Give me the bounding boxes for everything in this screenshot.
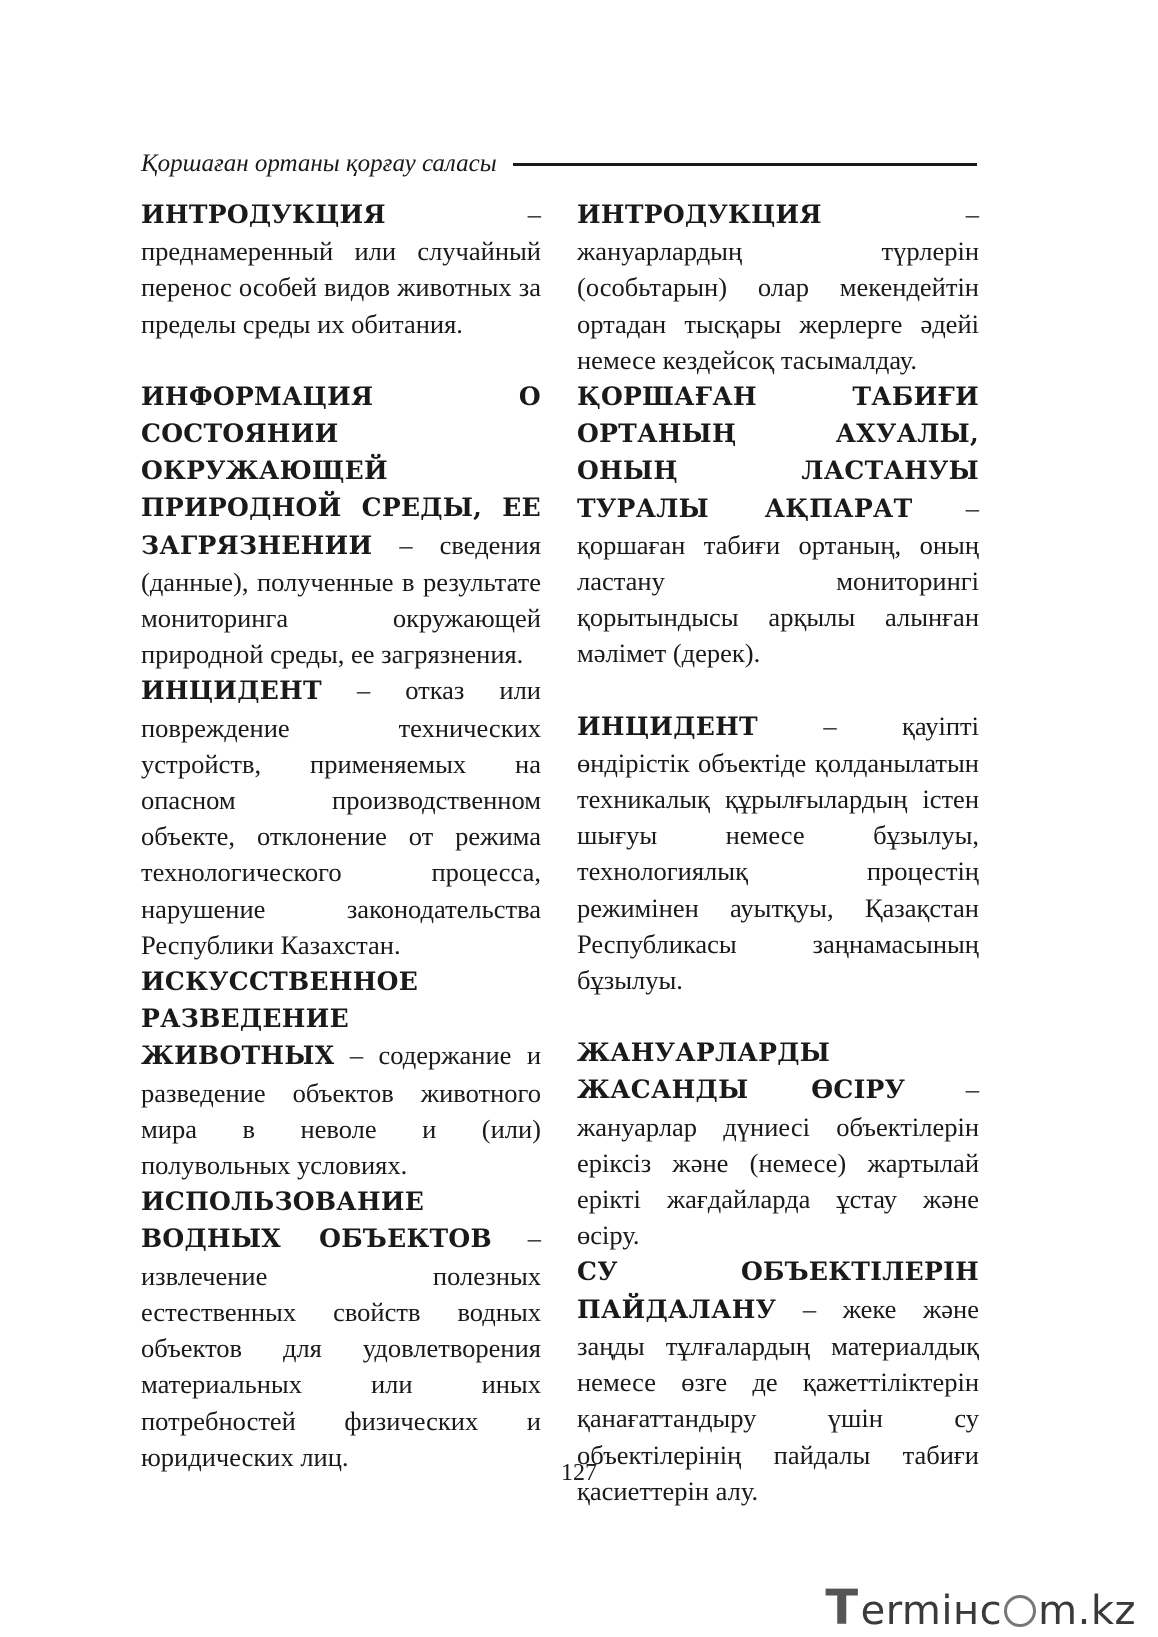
- entry-definition: – қауіпті өндірістік объектіде қолданылатын техникалық құрылғылардың істен шығуы немесе бұзылуы, технологиялық процестің режимінен ауытқуы, Қазақстан Республикасы заңнамасының бұзылуы.: [577, 710, 979, 996]
- entry-term: ЖАНУАРЛАРДЫ ЖАСАНДЫ ӨСІРУ: [577, 1038, 906, 1105]
- entry-incident-ru: [141, 672, 541, 963]
- watermark-text-part2: m.kz: [1038, 1588, 1136, 1634]
- left-column-russian: [141, 196, 541, 1475]
- entry-incident-kz: [577, 708, 979, 999]
- watermark-text-part1: ermінc: [860, 1588, 1003, 1634]
- header-rule: [513, 163, 977, 166]
- entry-definition: – преднамеренный или случайный перенос особей видов животных за пределы среды их обитания.: [141, 199, 541, 339]
- entry-term: ҚОРШАҒАН ТАБИҒИ ОРТАНЫҢ АХУАЛЫ, ОНЫҢ ЛАСТАНУЫ ТУРАЛЫ АҚПАРАТ: [577, 382, 979, 523]
- entry-definition: – жануарлардың түрлерін (особьтарын) олар мекендейтін ортадан тысқары жерлерге әдейі немесе кездейсоқ тасымалдау.: [577, 199, 979, 375]
- entry-introduction-kz: [577, 196, 979, 378]
- entry-term: ИНЦИДЕНТ: [141, 676, 322, 706]
- termincom-watermark-logo: [825, 1580, 1136, 1636]
- entry-introduction-ru: [141, 196, 541, 342]
- entry-definition: – извлечение полезных естественных свойств водных объектов для удовлетворения материальных или иных потребностей физических и юридических лиц.: [141, 1223, 542, 1472]
- running-title: Қоршаған ортаны қорғау саласы: [141, 150, 497, 177]
- entry-term: ИНТРОДУКЦИЯ: [577, 200, 822, 229]
- entry-term: ИНТРОДУКЦИЯ: [141, 200, 386, 229]
- entry-definition: – жеке және заңды тұлғалардың материалдық немесе өзге де қажеттіліктерін қанағаттандыру үшін су объектілерінің пайдалы табиғи қасиеттерін алу.: [577, 1293, 979, 1506]
- entry-environment-info-ru: [141, 378, 541, 673]
- entry-artificial-breeding-kz: [577, 1034, 979, 1253]
- watermark-t-glyph: T: [825, 1580, 859, 1636]
- entry-definition: – отказ или повреждение технических устройств, применяемых на опасном производственном объекте, отклонение от режима технологического процесса, нарушение законодательства Республики Казахстан.: [141, 675, 541, 960]
- page-number: 127: [561, 1460, 597, 1486]
- entry-term: ИСПОЛЬЗОВАНИЕ ВОДНЫХ ОБЪЕКТОВ: [141, 1187, 492, 1254]
- entry-water-use-ru: [141, 1183, 541, 1475]
- entry-term: СУ ОБЪЕКТІЛЕРІН ПАЙДАЛАНУ: [577, 1257, 979, 1324]
- entry-term: ИСКУССТВЕННОЕ РАЗВЕДЕНИЕ ЖИВОТНЫХ: [141, 967, 419, 1071]
- entry-definition: – сведения (данные), полученные в результате мониторинга окружающей природной среды, ее загрязнения.: [141, 529, 541, 670]
- entry-artificial-breeding-ru: [141, 963, 541, 1183]
- entry-term: ИНФОРМАЦИЯ О СОСТОЯНИИ ОКРУЖАЮЩЕЙ ПРИРОДНОЙ СРЕДЫ, ЕЕ ЗАГРЯЗНЕНИИ: [141, 381, 541, 560]
- entry-definition: – қоршаған табиғи ортаның, оның ластану мониторингі қорытындысы арқылы алынған мәлімет (дерек).: [577, 492, 979, 669]
- right-column-kazakh: [577, 196, 979, 1509]
- magnifier-o-icon: [1004, 1595, 1036, 1627]
- entry-definition: – содержание и разведение объектов животного мира в неволе и (или) полувольных условиях.: [141, 1040, 541, 1181]
- entry-definition: – жануарлар дүниесі объектілерін еріксіз және (немесе) жартылай ерікті жағдайларда ұстау және өсіру.: [577, 1074, 979, 1251]
- entry-term: ИНЦИДЕНТ: [577, 711, 758, 741]
- entry-environment-info-kz: [577, 378, 979, 672]
- running-header: [141, 146, 977, 182]
